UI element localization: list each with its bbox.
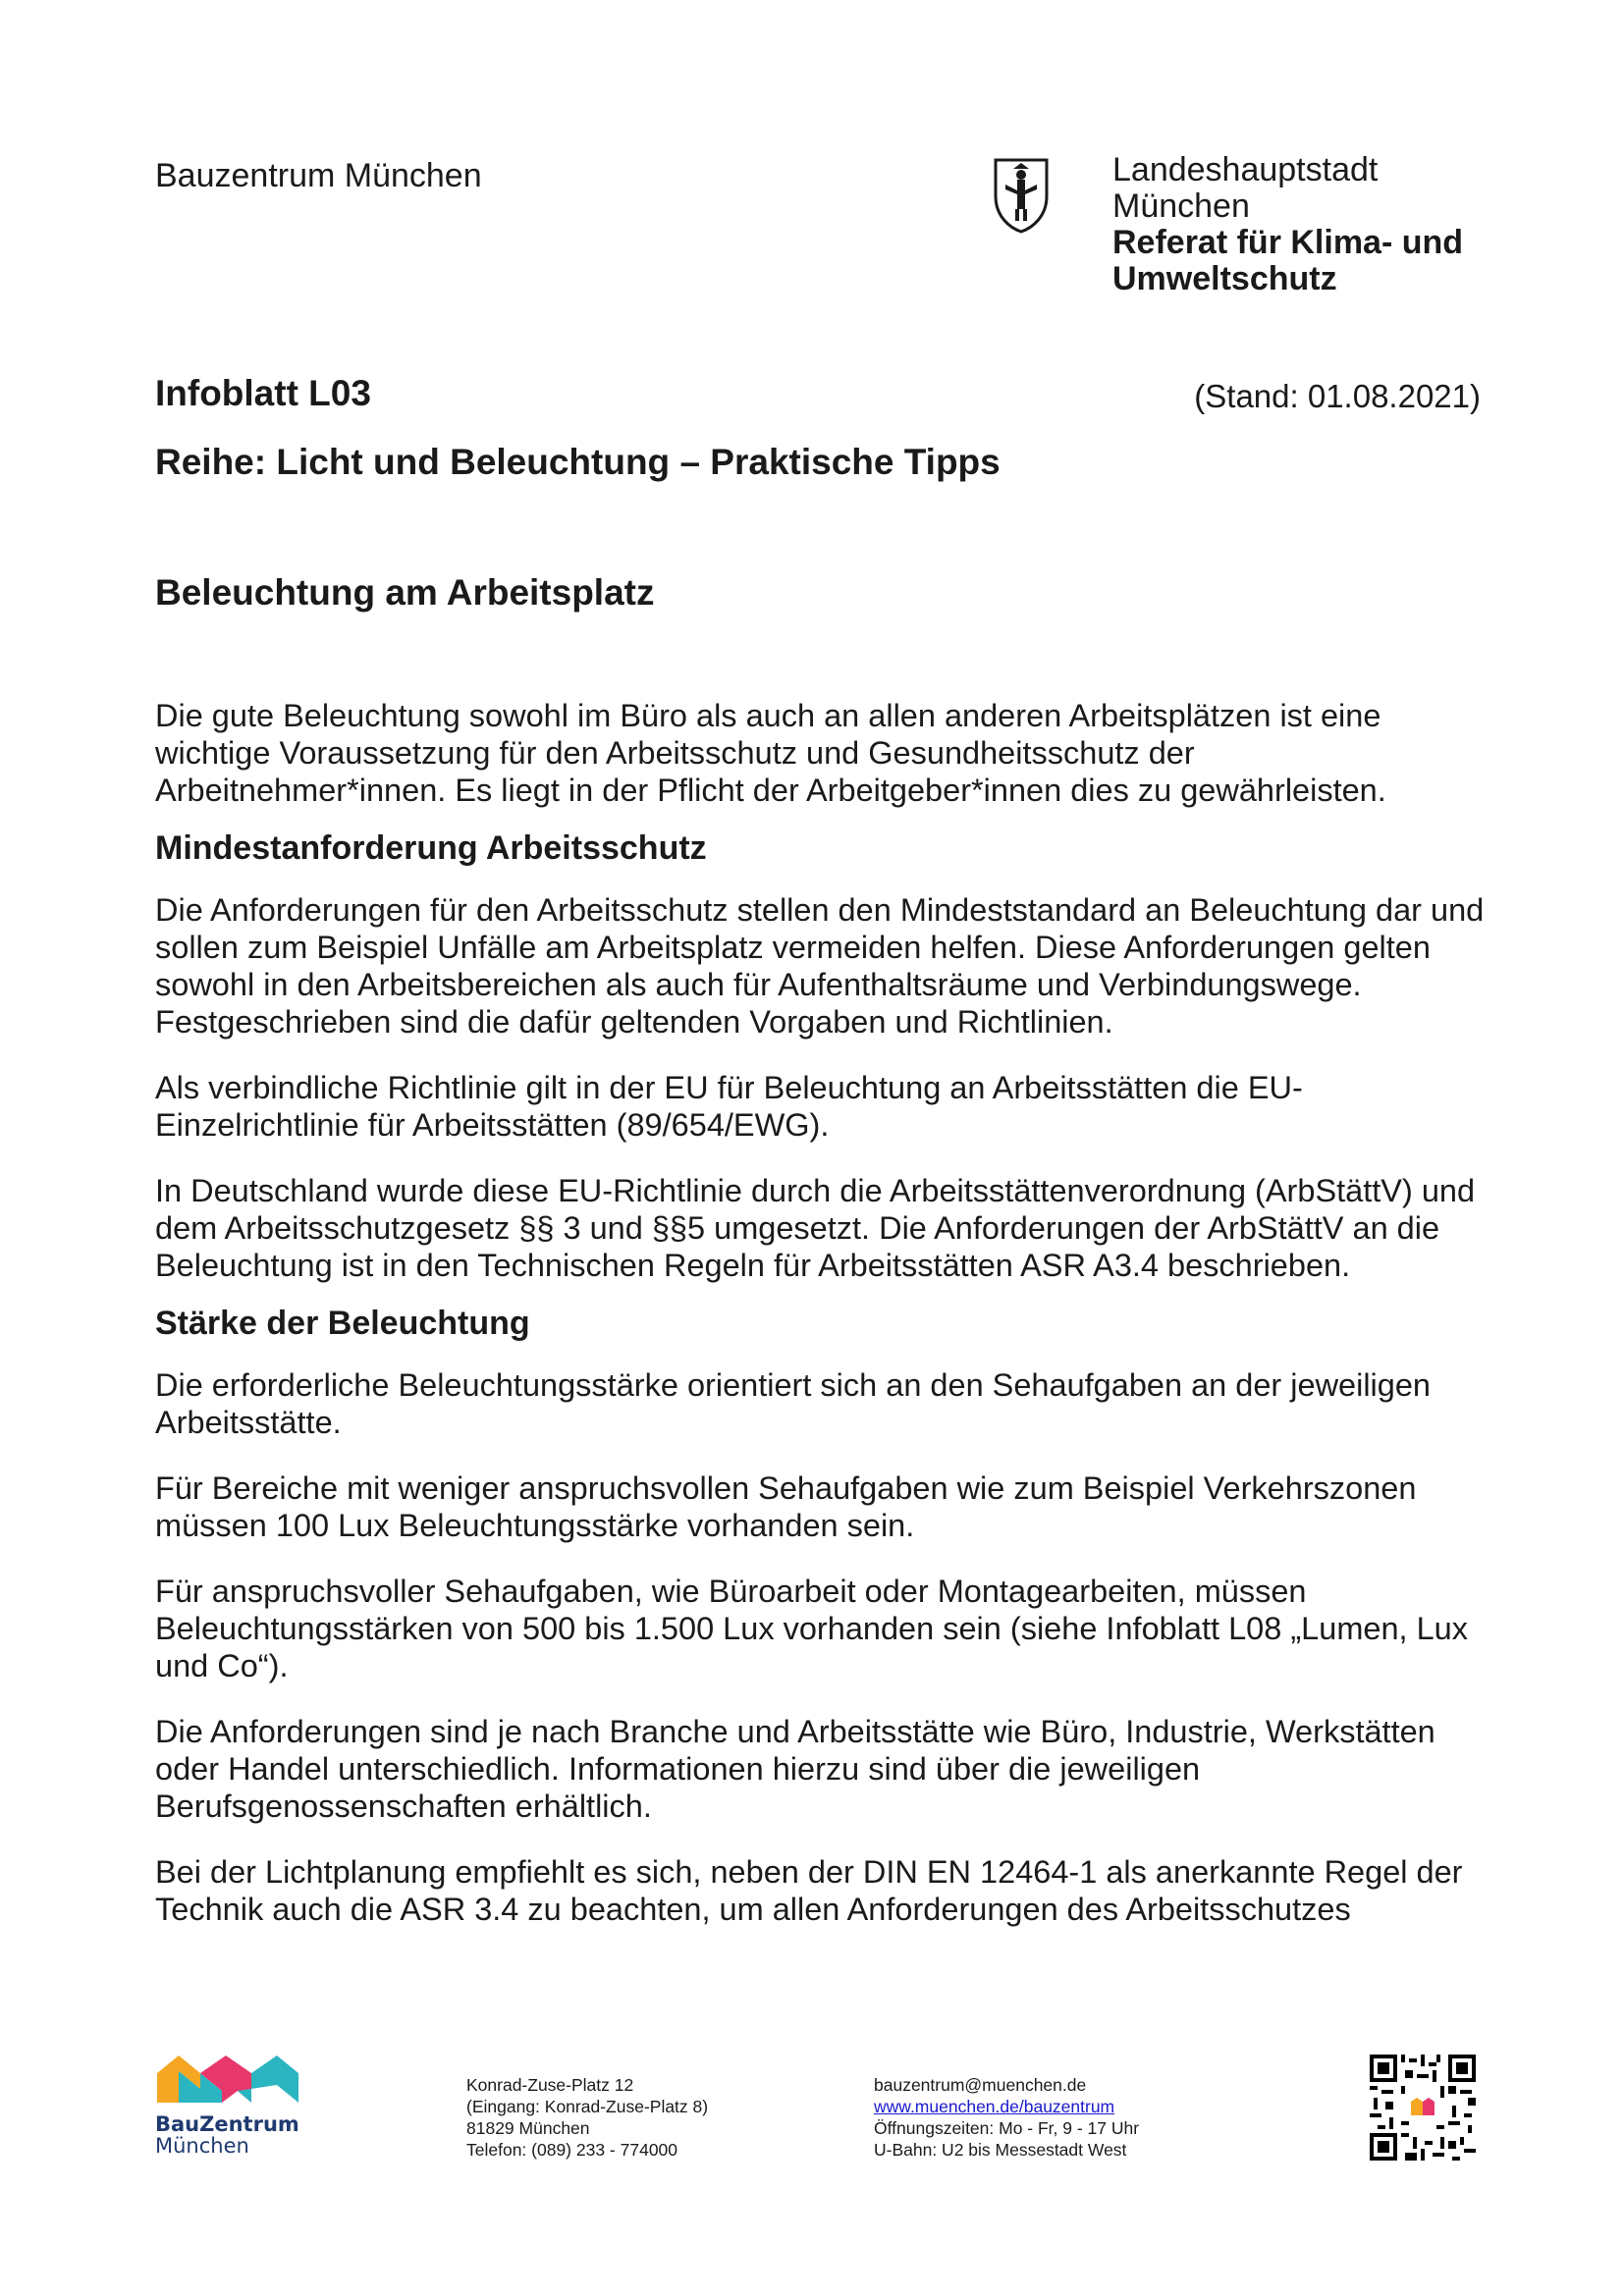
qr-code-icon — [1370, 2055, 1476, 2161]
address-line: Konrad-Zuse-Platz 12 — [466, 2075, 634, 2095]
org-name: Bauzentrum München — [155, 157, 482, 194]
footer-address — [466, 2074, 708, 2161]
paragraph: Bei der Lichtplanung empfiehlt es sich, neben der DIN EN 12464-1 als anerkannte Regel der Technik auch die ASR 3.4 zu beachten, um allen Anforderungen des Arbeitsschutzes — [155, 1854, 1463, 1927]
paragraph: Für anspruchsvoller Sehaufgaben, wie Büroarbeit oder Montagearbeiten, müssen Beleuchtungsstärken von 500 bis 1.500 Lux vorhanden sein (siehe Infoblatt L08 „Lumen, Lux und Co“). — [155, 1574, 1469, 1683]
email-link[interactable]: bauzentrum@muenchen.de — [874, 2075, 1087, 2095]
page-title: Beleuchtung am Arbeitsplatz — [155, 572, 655, 613]
authority-line: Landeshauptstadt — [1112, 151, 1379, 188]
department-line: Referat für Klima- und — [1112, 224, 1464, 261]
paragraph: Als verbindliche Richtlinie gilt in der EU für Beleuchtung an Arbeitsstätten die EU-Einzelrichtlinie für Arbeitsstätten (89/654/EWG). — [155, 1070, 1303, 1143]
munich-coat-of-arms-icon — [992, 157, 1051, 234]
address-line: (Eingang: Konrad-Zuse-Platz 8) — [466, 2097, 709, 2116]
authority-block — [1112, 152, 1463, 297]
document-body — [155, 697, 1490, 1956]
intro-paragraph: Die gute Beleuchtung sowohl im Büro als auch an allen anderen Arbeitsplätzen ist eine wichtige Voraussetzung für den Arbeitsschutz und Gesundheitsschutz der Arbeitnehmer*innen. Es liegt in der Pflicht der Arbeitgeber*innen dies zu gewährleisten. — [155, 698, 1386, 808]
bauzentrum-logo — [155, 2052, 302, 2160]
footer-contact — [874, 2074, 1139, 2161]
transit-info: U-Bahn: U2 bis Messestadt West — [874, 2140, 1127, 2160]
section-heading: Stärke der Beleuchtung — [155, 1305, 530, 1342]
authority-line: München — [1112, 187, 1250, 225]
website-link[interactable]: www.muenchen.de/bauzentrum — [874, 2097, 1115, 2116]
logo-city: München — [155, 2134, 249, 2158]
phone-line: Telefon: (089) 233 - 774000 — [466, 2140, 678, 2160]
paragraph: Die Anforderungen sind je nach Branche und Arbeitsstätte wie Büro, Industrie, Werkstätten oder Handel unterschiedlich. Informationen hierzu sind über die jeweiligen Berufsgenossenschaften erhältlich. — [155, 1714, 1435, 1824]
logo-name: BauZentrum — [155, 2112, 299, 2136]
paragraph: Die Anforderungen für den Arbeitsschutz stellen den Mindeststandard an Beleuchtung dar und sollen zum Beispiel Unfälle am Arbeitsplatz vermeiden helfen. Diese Anforderungen gelten sowohl in den Arbeitsbereichen als auch für Aufenthaltsräume und Verbindungswege. Festgeschrieben sind die dafür geltenden Vorgaben und Richtlinien. — [155, 892, 1485, 1040]
section-heading: Mindestanforderung Arbeitsschutz — [155, 829, 707, 867]
series-title: Reihe: Licht und Beleuchtung – Praktische Tipps — [155, 442, 1001, 482]
info-title: Infoblatt L03 — [155, 373, 371, 413]
paragraph: Für Bereiche mit weniger anspruchsvollen Sehaufgaben wie zum Beispiel Verkehrszonen müssen 100 Lux Beleuchtungsstärke vorhanden sein. — [155, 1470, 1417, 1543]
paragraph: In Deutschland wurde diese EU-Richtlinie durch die Arbeitsstättenverordnung (ArbStättV) und dem Arbeitsschutzgesetz §§ 3 und §§5 umgesetzt. Die Anforderungen der ArbStättV an die Beleuchtung ist in den Technischen Regeln für Arbeitsstätten ASR A3.4 beschrieben. — [155, 1173, 1476, 1283]
address-line: 81829 München — [466, 2118, 590, 2138]
opening-hours: Öffnungszeiten: Mo - Fr, 9 - 17 Uhr — [874, 2118, 1140, 2138]
stand-date: (Stand: 01.08.2021) — [1194, 378, 1481, 414]
department-line: Umweltschutz — [1112, 260, 1337, 297]
paragraph: Die erforderliche Beleuchtungsstärke orientiert sich an den Sehaufgaben an der jeweiligen Arbeitsstätte. — [155, 1367, 1432, 1440]
